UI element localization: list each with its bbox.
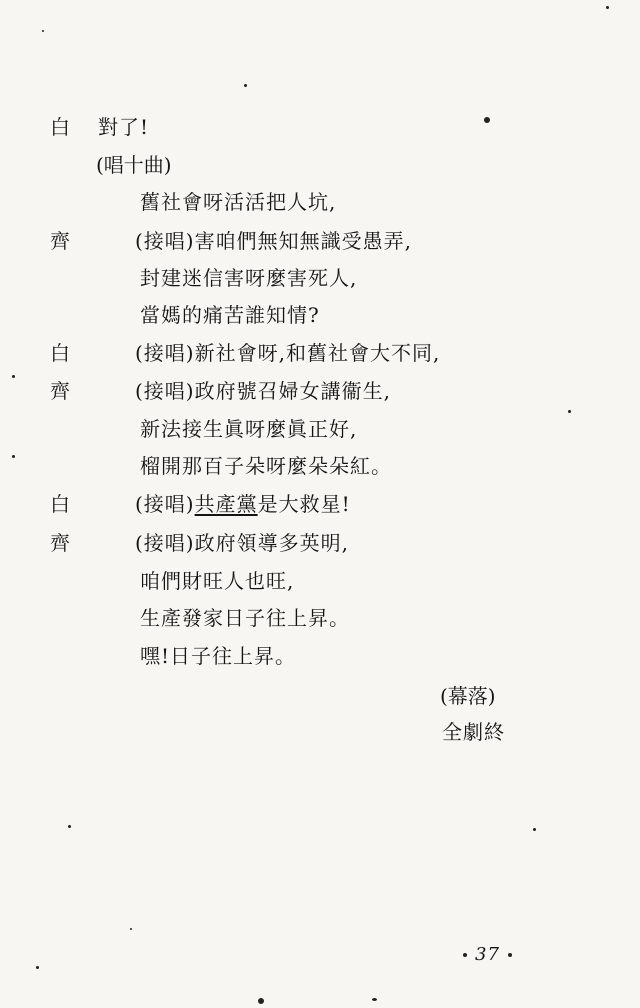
scan-speck <box>568 410 571 413</box>
speaker-label: 齊 <box>50 379 70 403</box>
lyric-suffix: 是大救星! <box>257 492 351 516</box>
scan-speck <box>258 998 264 1004</box>
scan-speck <box>130 928 132 930</box>
lyric-line: 嘿!日子往上昇。 <box>140 644 297 668</box>
speaker-label: 白 <box>50 341 70 365</box>
scan-speck <box>484 117 490 123</box>
lyric-line: (接唱)政府領導多英明, <box>135 531 349 555</box>
lyric-line: (接唱)新社會呀,和舊社會大不同, <box>135 341 441 365</box>
lyric-line: (接唱)害咱們無知無識受愚弄, <box>135 229 412 253</box>
speaker-label: 白 <box>50 492 70 516</box>
dialogue-line: 對了! <box>98 115 150 139</box>
scan-speck <box>36 966 39 969</box>
lyric-line: 當媽的痛苦誰知情? <box>140 303 320 327</box>
page-number <box>455 944 520 965</box>
underlined-phrase: 共產黨 <box>194 492 258 516</box>
lyric-prefix: (接唱) <box>135 492 195 516</box>
lyric-line: 封建迷信害呀麼害死人, <box>140 266 358 290</box>
lyric-line: 生產發家日子往上昇。 <box>140 606 350 630</box>
scan-speck <box>606 6 609 9</box>
dot-ornament <box>463 953 467 957</box>
lyric-line: 咱們財旺人也旺, <box>140 569 295 593</box>
stage-direction: (幕落) <box>440 684 496 708</box>
scan-speck <box>372 998 377 1001</box>
speaker-label: 齊 <box>50 229 70 253</box>
lyric-line: (接唱)政府號召婦女講衞生, <box>135 379 391 403</box>
lyric-line <box>135 492 351 516</box>
play-ending: 全劇終 <box>442 720 505 744</box>
scan-speck <box>244 84 247 87</box>
song-cue: (唱十曲) <box>96 153 172 177</box>
speaker-label: 白 <box>50 115 70 139</box>
dot-ornament <box>508 953 512 957</box>
page-number-text: 37 <box>475 944 500 965</box>
scan-speck <box>12 375 15 378</box>
scan-speck <box>533 828 536 831</box>
scan-speck <box>68 825 71 828</box>
lyric-line: 新法接生眞呀麼眞正好, <box>140 417 358 441</box>
lyric-line: 榴開那百子朵呀麼朵朵紅。 <box>140 454 392 478</box>
lyric-line: 舊社會呀活活把人坑, <box>140 190 337 214</box>
scan-speck <box>12 455 15 458</box>
speaker-label: 齊 <box>50 531 70 555</box>
scan-speck <box>42 30 44 32</box>
